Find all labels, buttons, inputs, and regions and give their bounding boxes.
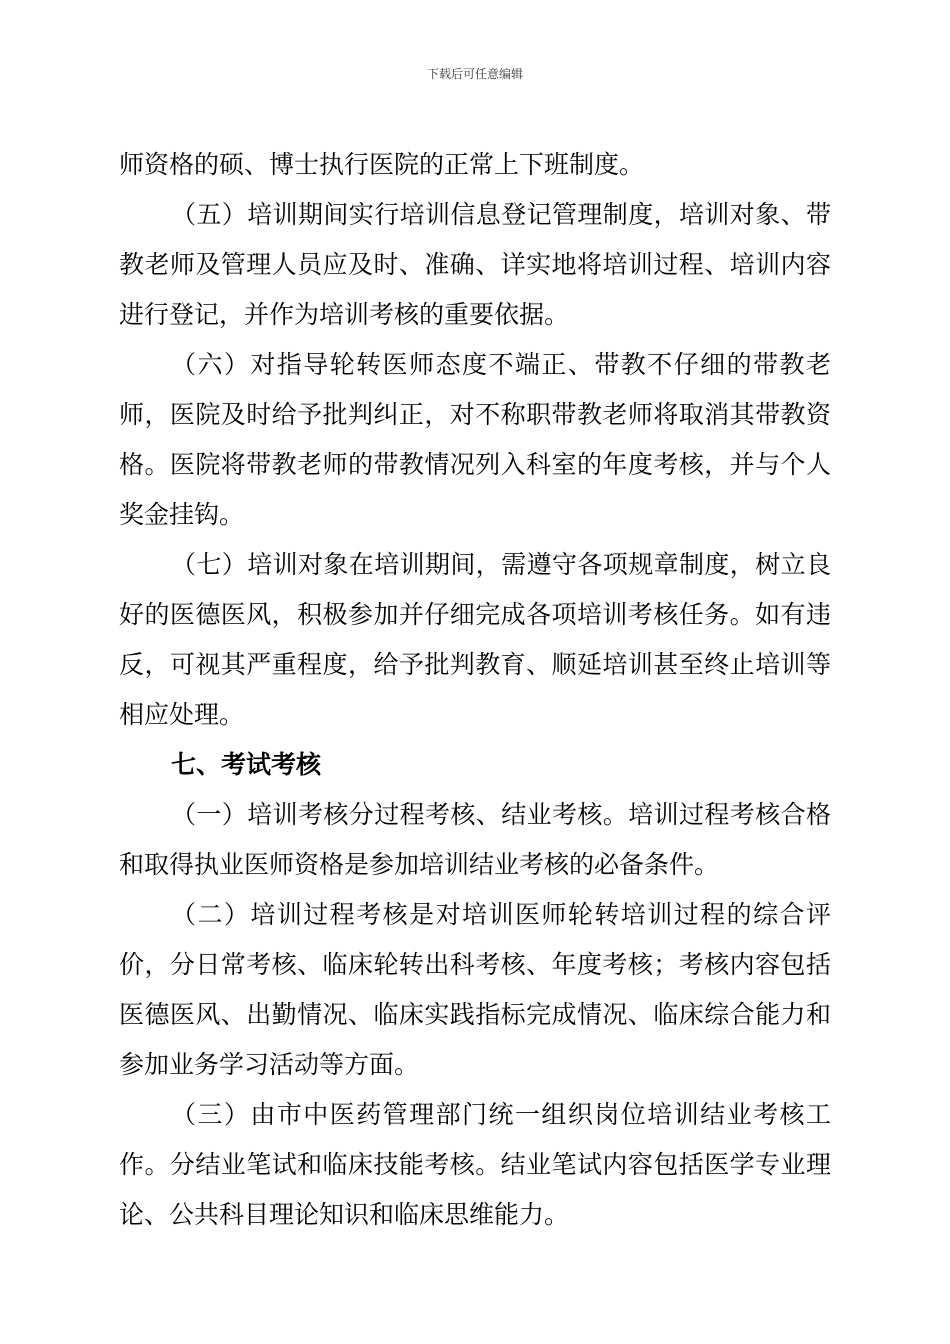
paragraph-exam-1: （一）培训考核分过程考核、结业考核。培训过程考核合格和取得执业医师资格是参加培训结业考核的必备条件。 <box>119 800 831 879</box>
paragraph-continuation: 师资格的硕、博士执行医院的正常上下班制度。 <box>119 150 645 179</box>
page-header-note: 下载后可任意编辑 <box>426 67 523 81</box>
section-heading-exam: 七、考试考核 <box>171 750 322 779</box>
paragraph-item-6: （六）对指导轮转医师态度不端正、带教不仔细的带教老师，医院及时给予批判纠正，对不称职带教老师将取消其带教资格。医院将带教老师的带教情况列入科室的年度考核，并与个人奖金挂钩。 <box>119 350 831 529</box>
paragraph-item-5: （五）培训期间实行培训信息登记管理制度，培训对象、带教老师及管理人员应及时、准确、详实地将培训过程、培训内容进行登记，并作为培训考核的重要依据。 <box>119 200 831 329</box>
paragraph-item-7: （七）培训对象在培训期间，需遵守各项规章制度，树立良好的医德医风，积极参加并仔细完成各项培训考核任务。如有违反，可视其严重程度，给予批判教育、顺延培训甚至终止培训等相应处理。 <box>119 550 831 729</box>
document-body <box>119 140 831 1240</box>
paragraph-exam-2: （二）培训过程考核是对培训医师轮转培训过程的综合评价，分日常考核、临床轮转出科考核、年度考核；考核内容包括医德医风、出勤情况、临床实践指标完成情况、临床综合能力和参加业务学习活动等方面。 <box>119 900 831 1079</box>
paragraph-exam-3: （三）由市中医药管理部门统一组织岗位培训结业考核工作。分结业笔试和临床技能考核。结业笔试内容包括医学专业理论、公共科目理论知识和临床思维能力。 <box>119 1100 831 1229</box>
